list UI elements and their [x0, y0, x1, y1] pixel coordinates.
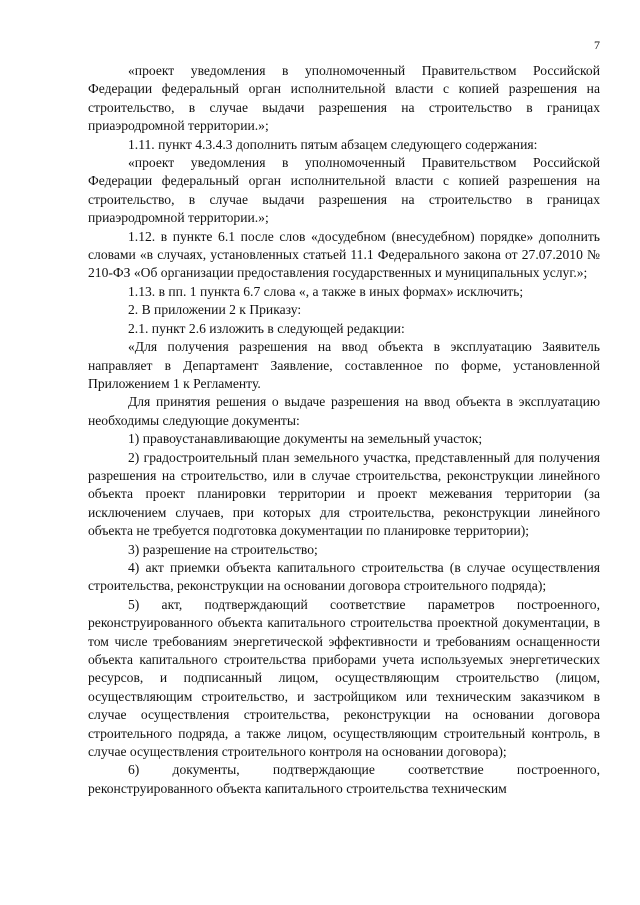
paragraph: «Для получения разрешения на ввод объекта в эксплуатацию Заявитель направляет в Департамент Заявление, составленное по форме, установленной Приложением 1 к Регламенту.	[88, 339, 600, 391]
page-number: 7	[594, 38, 600, 52]
paragraph: «проект уведомления в уполномоченный Правительством Российской Федерации федеральный орган исполнительной власти с копией разрешения на строительство, в случае выдачи разрешения на строительство в границах приаэродромной территории.»;	[88, 63, 600, 134]
paragraph: 4) акт приемки объекта капитального строительства (в случае осуществления строительства, реконструкции на основании договора строительного подряда);	[88, 559, 600, 594]
paragraph: 6) документы, подтверждающие соответствие построенного, реконструированного объекта капитального строительства техническим	[88, 762, 600, 796]
paragraph: 3) разрешение на строительство;	[128, 541, 318, 557]
paragraph: 1.11. пункт 4.3.4.3 дополнить пятым абзацем следующего содержания:	[128, 136, 538, 152]
paragraph: 1.12. в пункте 6.1 после слов «досудебном (внесудебном) порядке» дополнить словами «в случаях, установленных статьей 11.1 Федерального закона от 27.07.2010 № 210-ФЗ «Об организации предоставления государственных и муниципальных услуг.»;	[88, 228, 600, 281]
document-body	[88, 62, 600, 798]
paragraph: 2.1. пункт 2.6 изложить в следующей редакции:	[128, 320, 405, 336]
paragraph: 1) правоустанавливающие документы на земельный участок;	[128, 431, 483, 447]
paragraph: 1.13. в пп. 1 пункта 6.7 слова «, а также в иных формах» исключить;	[128, 283, 524, 299]
paragraph: 5) акт, подтверждающий соответствие параметров построенного, реконструированного объекта капитального строительства проектной документации, в том числе требованиям энергетической эффективности и требованиям оснащенности объекта капитального строительства приборами учета используемых энергетических ресурсов, и подписанный лицом, осуществляющим строительство (лицом, осуществляющим строительство, и застройщиком или техническим заказчиком в случае осуществления строительства, реконструкции на основании договора строительного подряда, а также лицом, осуществляющим строительный контроль, в случае осуществления строительного контроля на основании договора);	[88, 596, 600, 760]
paragraph: «проект уведомления в уполномоченный Правительством Российской Федерации федеральный орган исполнительной власти с копией разрешения на строительство, в случае выдачи разрешения на строительство в границах приаэродромной территории.»;	[88, 155, 600, 226]
paragraph: Для принятия решения о выдаче разрешения на ввод объекта в эксплуатацию необходимы следующие документы:	[88, 394, 600, 428]
paragraph: 2. В приложении 2 к Приказу:	[128, 302, 302, 318]
paragraph: 2) градостроительный план земельного участка, представленный для получения разрешения на строительство, или в случае строительства, реконструкции линейного объекта проект планировки территории и проект межевания территории (за исключением случаев, при которых для строительства, реконструкции линейного объекта не требуется подготовка документации по планировке территории);	[88, 449, 600, 539]
